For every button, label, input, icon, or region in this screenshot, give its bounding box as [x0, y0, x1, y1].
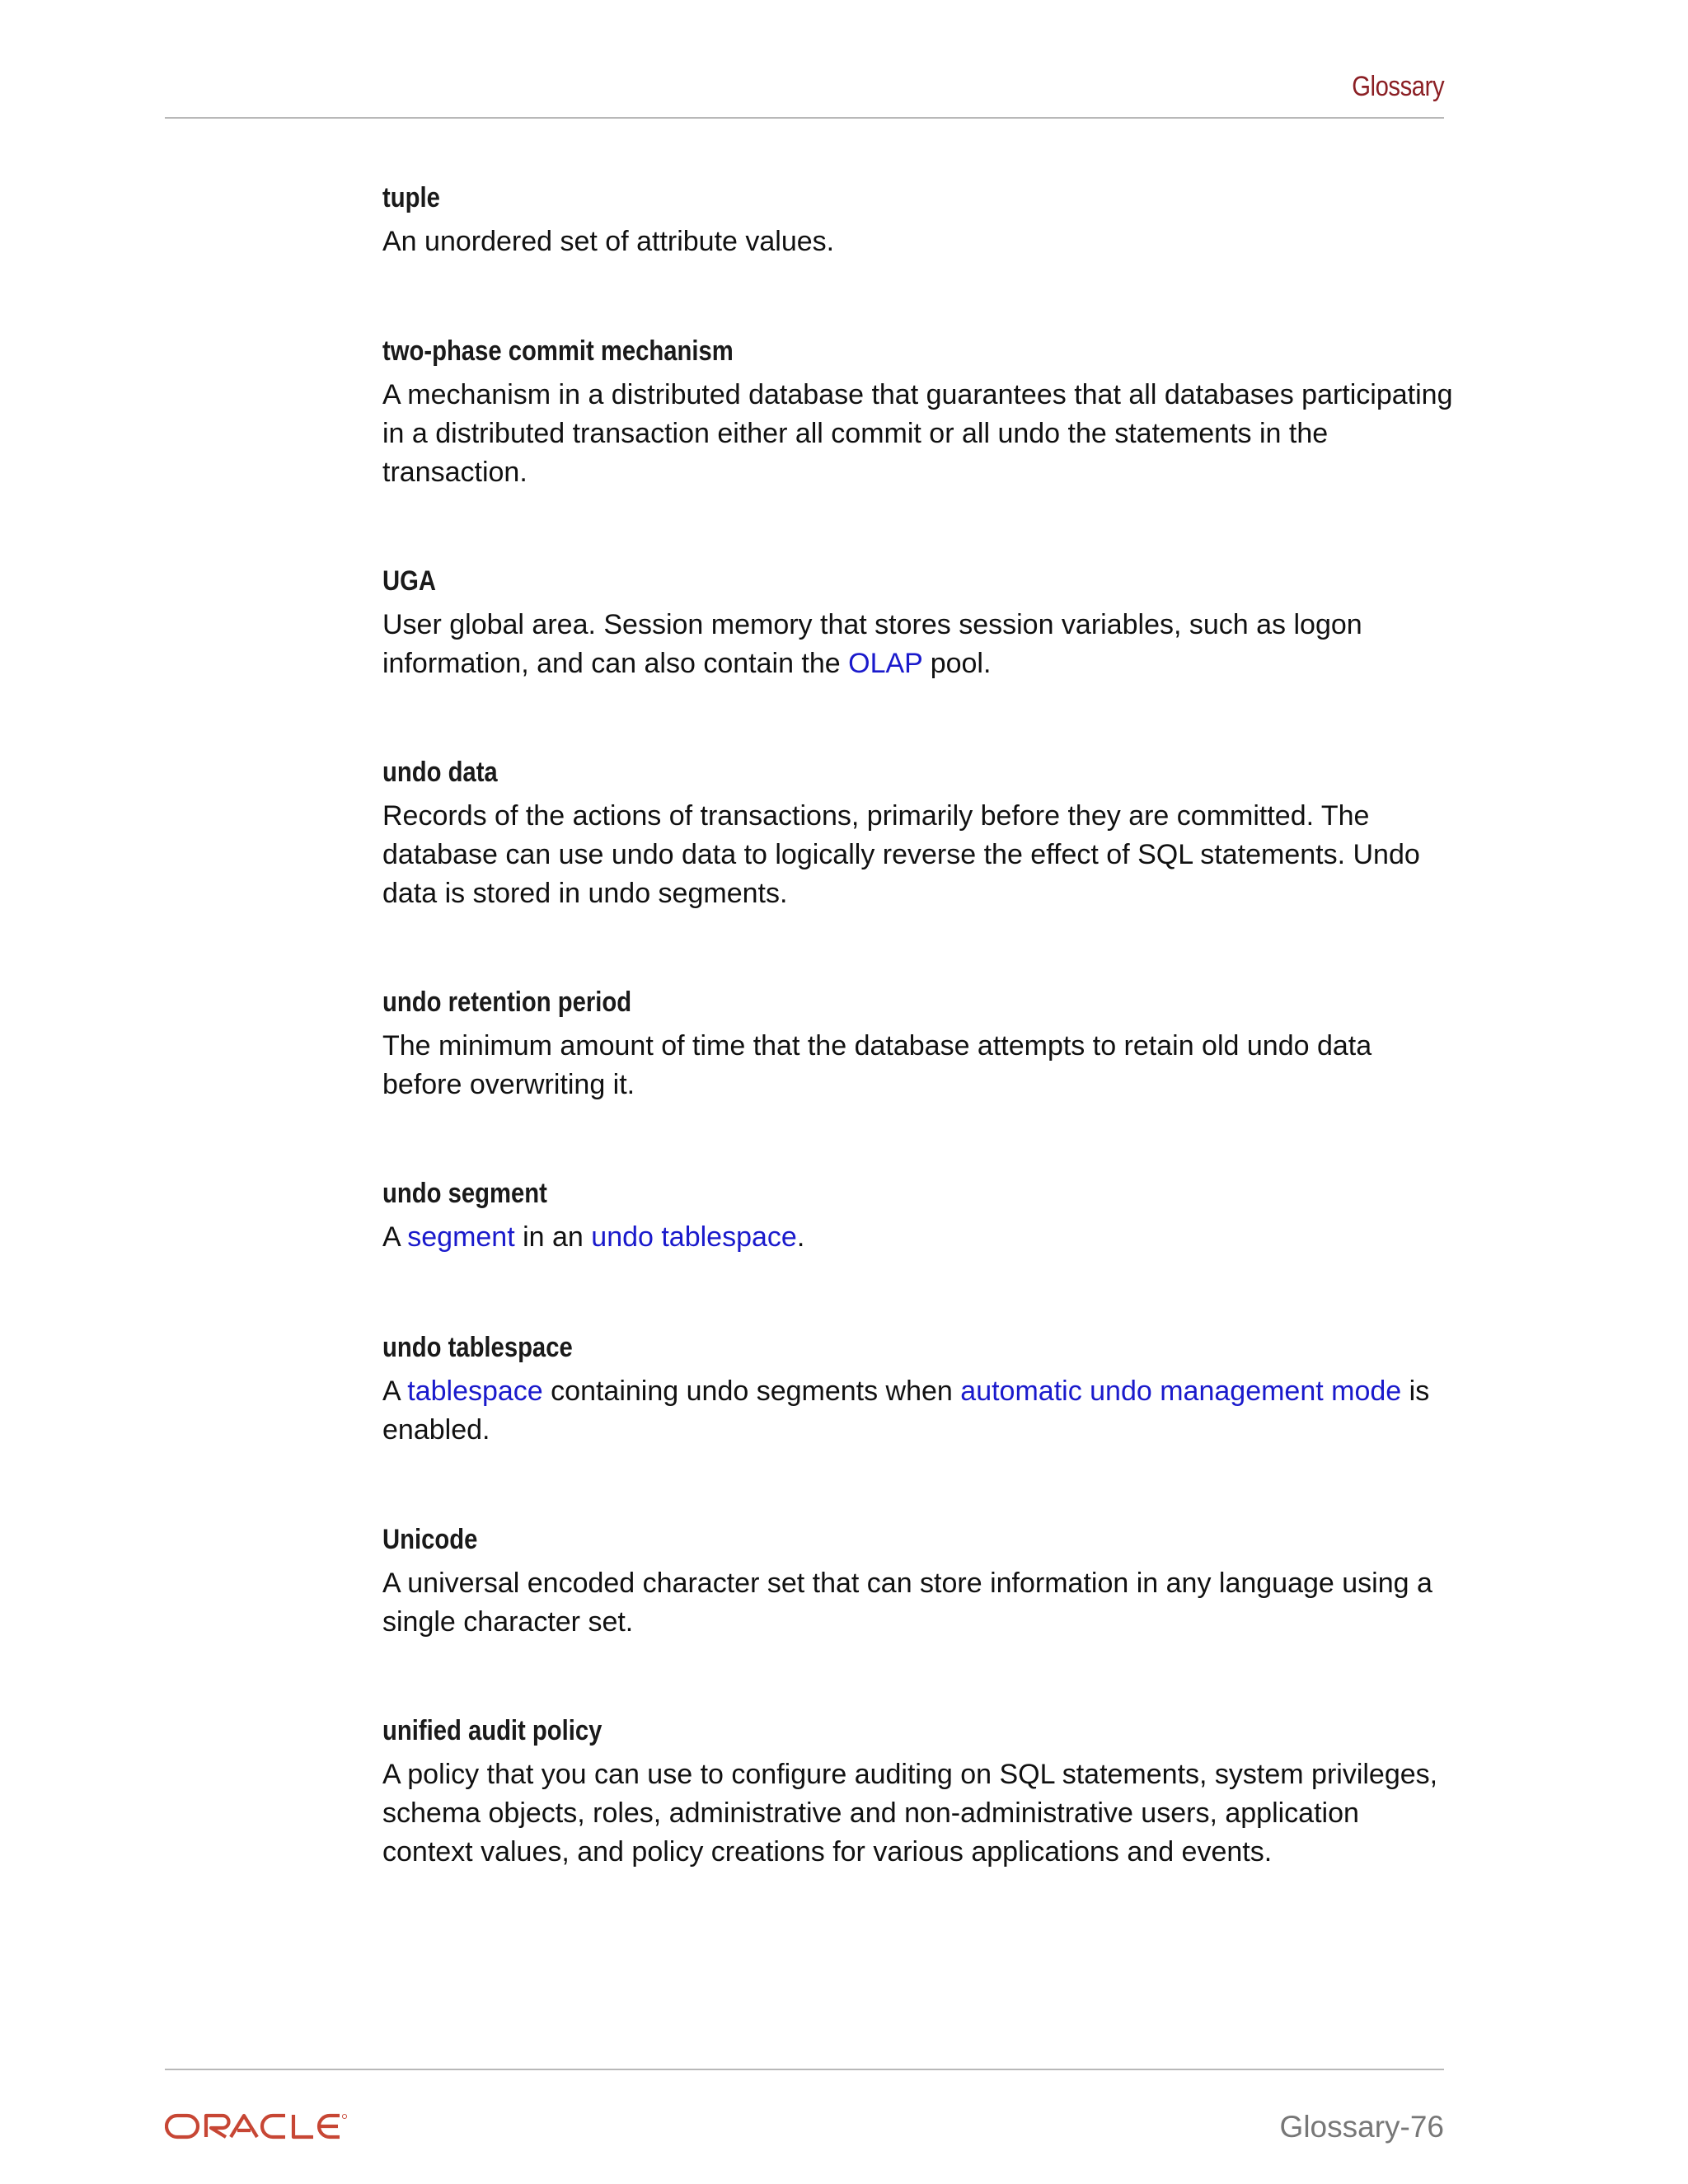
glossary-entry [382, 1711, 1454, 1872]
glossary-term: undo segment [382, 1178, 547, 1209]
glossary-term: Unicode [382, 1524, 478, 1555]
definition-text: A [382, 1376, 408, 1407]
definition-text: in an [514, 1221, 592, 1253]
definition-text: Records of the actions of transactions, primarily before they are committed. The database can use undo data to logically reverse the effect of SQL statements. Undo data is stored in undo segments. [382, 800, 1420, 909]
glossary-cross-reference-link[interactable]: OLAP [848, 648, 923, 679]
glossary-definition [382, 1027, 1454, 1104]
glossary-entry [382, 982, 1454, 1104]
page-number: Glossary-76 [1279, 2110, 1444, 2144]
glossary-cross-reference-link[interactable]: automatic undo management mode [960, 1376, 1402, 1407]
definition-text: A mechanism in a distributed database that guarantees that all databases participating in a distributed transaction either all commit or all undo the statements in the transaction. [382, 379, 1453, 488]
glossary-entry [382, 561, 1454, 683]
definition-text: A universal encoded character set that can store information in any language using a single character set. [382, 1568, 1432, 1638]
glossary-definition [382, 606, 1454, 683]
glossary-definition [382, 1218, 1454, 1257]
header-divider [165, 117, 1444, 119]
definition-text: containing undo segments when [542, 1376, 961, 1407]
oracle-logo [165, 2112, 348, 2142]
definition-text: The minimum amount of time that the database attempts to retain old undo data before overwriting it. [382, 1030, 1372, 1100]
glossary-definition [382, 797, 1454, 913]
glossary-definition [382, 223, 1454, 261]
glossary-term: unified audit policy [382, 1715, 603, 1746]
glossary-entry [382, 178, 1454, 261]
glossary-term: undo data [382, 757, 498, 788]
definition-text: pool. [922, 648, 992, 679]
glossary-definition [382, 376, 1454, 492]
glossary-term: undo tablespace [382, 1332, 573, 1363]
glossary-cross-reference-link[interactable]: segment [407, 1221, 515, 1253]
glossary-entry [382, 1328, 1454, 1450]
glossary-entry [382, 1520, 1454, 1642]
glossary-cross-reference-link[interactable]: tablespace [407, 1376, 543, 1407]
definition-text: User global area. Session memory that stores session variables, such as logon information, and can also contain the [382, 609, 1362, 679]
glossary-definition [382, 1372, 1454, 1450]
footer-divider [165, 2069, 1444, 2070]
running-header-title: Glossary [1352, 71, 1444, 102]
definition-text: An unordered set of attribute values. [382, 226, 835, 257]
glossary-definition [382, 1564, 1454, 1642]
definition-text: A policy that you can use to configure auditing on SQL statements, system privileges, schema objects, roles, administrative and non-administrative users, application context values, and policy creations for various applications and events. [382, 1759, 1438, 1868]
definition-text: . [796, 1221, 805, 1253]
glossary-entry [382, 1174, 1454, 1257]
definition-text: A [382, 1221, 408, 1253]
glossary-entry [382, 331, 1454, 492]
glossary-term: UGA [382, 565, 436, 597]
glossary-cross-reference-link[interactable]: undo tablespace [591, 1221, 797, 1253]
glossary-term: tuple [382, 182, 440, 213]
glossary-term: undo retention period [382, 987, 632, 1018]
glossary-term: two-phase commit mechanism [382, 335, 734, 367]
glossary-entry [382, 752, 1454, 913]
definition-text: is enabled. [382, 1376, 1430, 1446]
glossary-definition [382, 1755, 1454, 1872]
